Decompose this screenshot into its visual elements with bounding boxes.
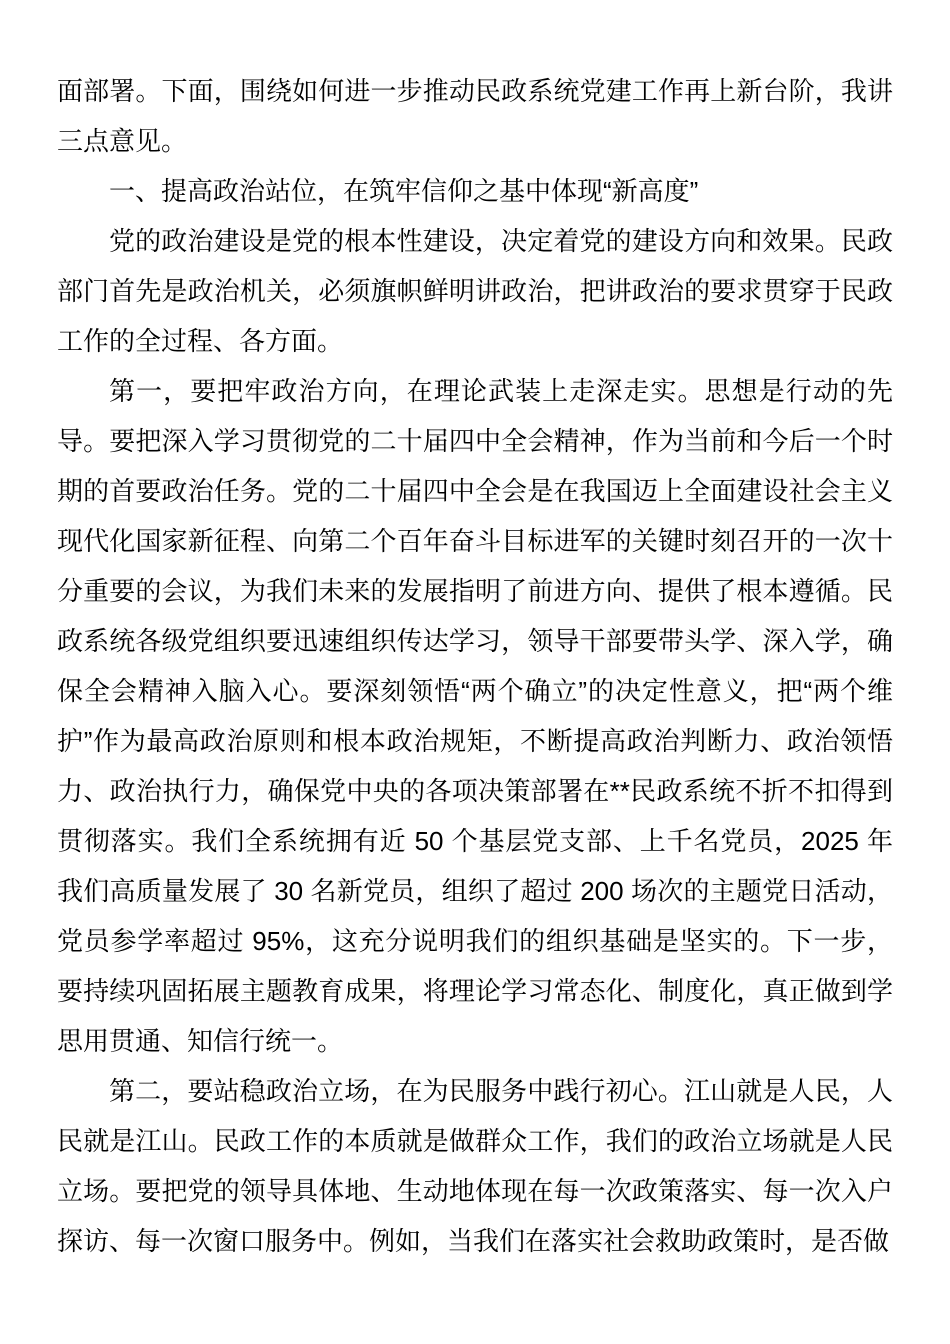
paragraph-point-two: 第二，要站稳政治立场，在为民服务中践行初心。江山就是人民，人民就是江山。民政工作的本质就是做群众工作，我们的政治立场就是人民立场。要把党的领导具体地、生动地体现在每一次政策落实、每一次入户探访、每一次窗口服务中。例如，当我们在落实社会救助政策时，是否做: [57, 1076, 893, 1256]
paragraph-intro-continuation: 面部署。下面，围绕如何进一步推动民政系统党建工作再上新台阶，我讲三点意见。: [57, 76, 893, 156]
paragraph-point-one: 第一，要把牢政治方向，在理论武装上走深走实。思想是行动的先导。要把深入学习贯彻党的二十届四中全会精神，作为当前和今后一个时期的首要政治任务。党的二十届四中全会是在我国迈上全面建设社会主义现代化国家新征程、向第二个百年奋斗目标进军的关键时刻召开的一次十分重要的会议，为我们未来的发展指明了前进方向、提供了根本遵循。民政系统各级党组织要迅速组织传达学习，领导干部要带头学、深入学，确保全会精神入脑入心。要深刻领悟“两个确立”的决定性意义，把“两个维护”作为最高政治原则和根本政治规矩，不断提高政治判断力、政治领悟力、政治执行力，确保党中央的各项决策部署在**民政系统不折不扣得到贯彻落实。我们全系统拥有近 50 个基层党支部、上千名党员，2025 年我们高质量发展了 30 名新党员，组织了超过 200 场次的主题党日活动，党员参学率超过 95%，这充分说明我们的组织基础是坚实的。下一步，要持续巩固拓展主题教育成果，将理论学习常态化、制度化，真正做到学思用贯通、知信行统一。: [57, 376, 893, 1056]
paragraph-section-one-lead: 党的政治建设是党的根本性建设，决定着党的建设方向和效果。民政部门首先是政治机关，必须旗帜鲜明讲政治，把讲政治的要求贯穿于民政工作的全过程、各方面。: [57, 226, 893, 356]
section-one-heading: 一、提高政治站位，在筑牢信仰之基中体现“新高度”: [109, 176, 699, 206]
